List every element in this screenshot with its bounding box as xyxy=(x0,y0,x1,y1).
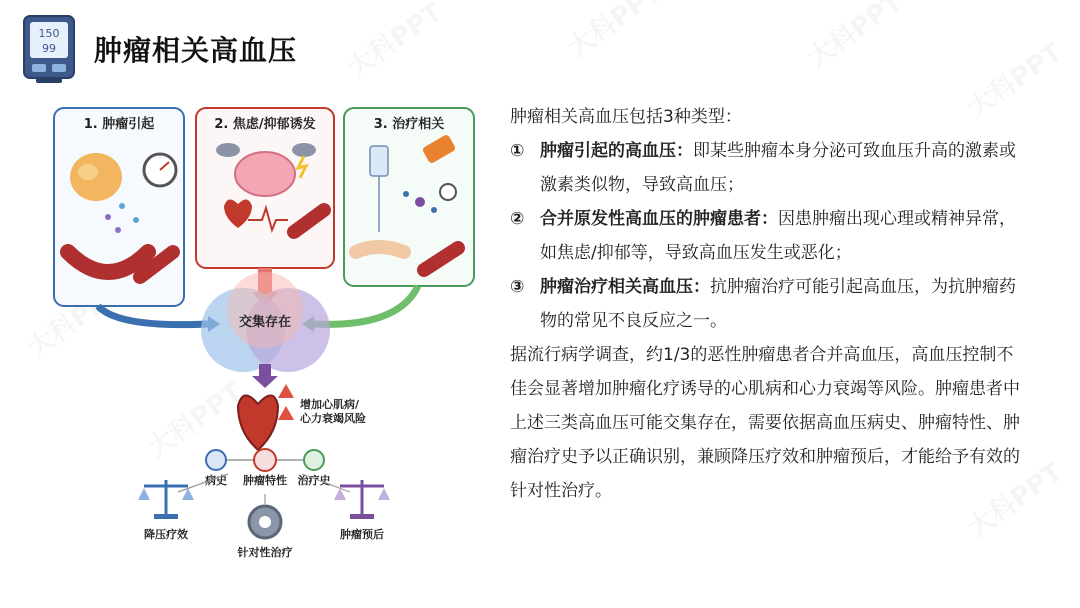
outcome-targeted-therapy xyxy=(237,506,293,559)
risk-label: 增加心肌病/ xyxy=(300,398,360,411)
panel-label: 2. 焦虑/抑郁诱发 xyxy=(214,117,316,132)
panel-treatment-related xyxy=(344,108,474,286)
item-heading: 肿瘤治疗相关高血压： xyxy=(540,277,710,297)
iv-bag-icon xyxy=(370,146,388,176)
item-heading: 肿瘤引起的高血压： xyxy=(540,141,693,161)
content-text xyxy=(510,100,1030,508)
header xyxy=(22,14,297,84)
page-title: 肿瘤相关高血压 xyxy=(94,34,298,67)
clock-icon xyxy=(206,450,226,470)
panel-label: 3. 治疗相关 xyxy=(373,117,445,132)
risk-label: 心力衰竭风险 xyxy=(300,412,366,425)
adrenal-gland-icon xyxy=(70,153,122,201)
item-heading: 合并原发性高血压的肿瘤患者： xyxy=(540,209,778,229)
watermark xyxy=(339,0,449,85)
clipboard-icon xyxy=(304,450,324,470)
storm-cloud-icon xyxy=(292,143,316,157)
summary-paragraph: 据流行病学调查，约1/3的恶性肿瘤患者合并高血压，高血压控制不佳会显著增加肿瘤化疗诱导的心肌病和心力衰竭等风险。肿瘤患者中上述三类高血压可能交集存在，需要依据高血压病史、肿瘤特性、肿瘤治疗史予以正确识别，兼顾降压疗效和肿瘤预后，才能给予有效的针对性治疗。 xyxy=(510,345,1020,501)
item-number: ② xyxy=(510,209,525,229)
bp-top-value: 150 xyxy=(38,27,60,40)
watermark xyxy=(799,0,909,75)
rain-cloud-icon xyxy=(216,143,240,157)
warning-icon xyxy=(278,384,294,398)
item-text: 即某些肿瘤本身分泌可致血压升高的激素或激素类似物，导致高血压； xyxy=(540,141,1016,195)
infographic xyxy=(48,102,488,572)
item-number: ① xyxy=(510,141,525,161)
tumor-cell-icon xyxy=(254,449,276,471)
overlap-label: 交集存在 xyxy=(238,315,292,330)
brain-icon xyxy=(235,152,295,196)
warning-icon xyxy=(278,406,294,420)
molecule-icon xyxy=(415,197,425,207)
watermark xyxy=(559,0,669,65)
arrow-green xyxy=(314,286,418,324)
venn-overlap xyxy=(201,272,330,372)
list-item xyxy=(510,270,1030,338)
factor-treatment xyxy=(298,450,331,487)
panel-label: 1. 肿瘤引起 xyxy=(83,117,155,132)
blood-pressure-monitor-icon xyxy=(22,14,76,84)
panel-tumor-caused xyxy=(54,108,184,306)
arm-icon xyxy=(356,247,404,252)
factor-label: 肿瘤特性 xyxy=(243,474,287,487)
item-number: ③ xyxy=(510,277,525,297)
arrow-blue xyxy=(98,306,208,325)
panel-anxiety-induced xyxy=(196,108,334,268)
outcome-label: 肿瘤预后 xyxy=(340,528,384,541)
outcome-label: 降压疗效 xyxy=(144,528,188,541)
list-item xyxy=(510,134,1030,202)
heart-icon xyxy=(238,395,278,450)
intro-text: 肿瘤相关高血压包括3种类型： xyxy=(510,107,742,127)
list-item xyxy=(510,202,1030,270)
item-text: 抗肿瘤治疗可能引起高血压，为抗肿瘤药物的常见不良反应之一。 xyxy=(540,277,1016,331)
factor-label: 病史 xyxy=(205,474,227,487)
factor-tumor xyxy=(243,449,287,487)
bp-bottom-value: 99 xyxy=(42,42,56,55)
factor-label: 治疗史 xyxy=(297,474,331,487)
item-text: 因患肿瘤出现心理或精神异常，如焦虑/抑郁等，导致高血压发生或恶化； xyxy=(540,209,1016,263)
outcome-label: 针对性治疗 xyxy=(237,546,293,559)
